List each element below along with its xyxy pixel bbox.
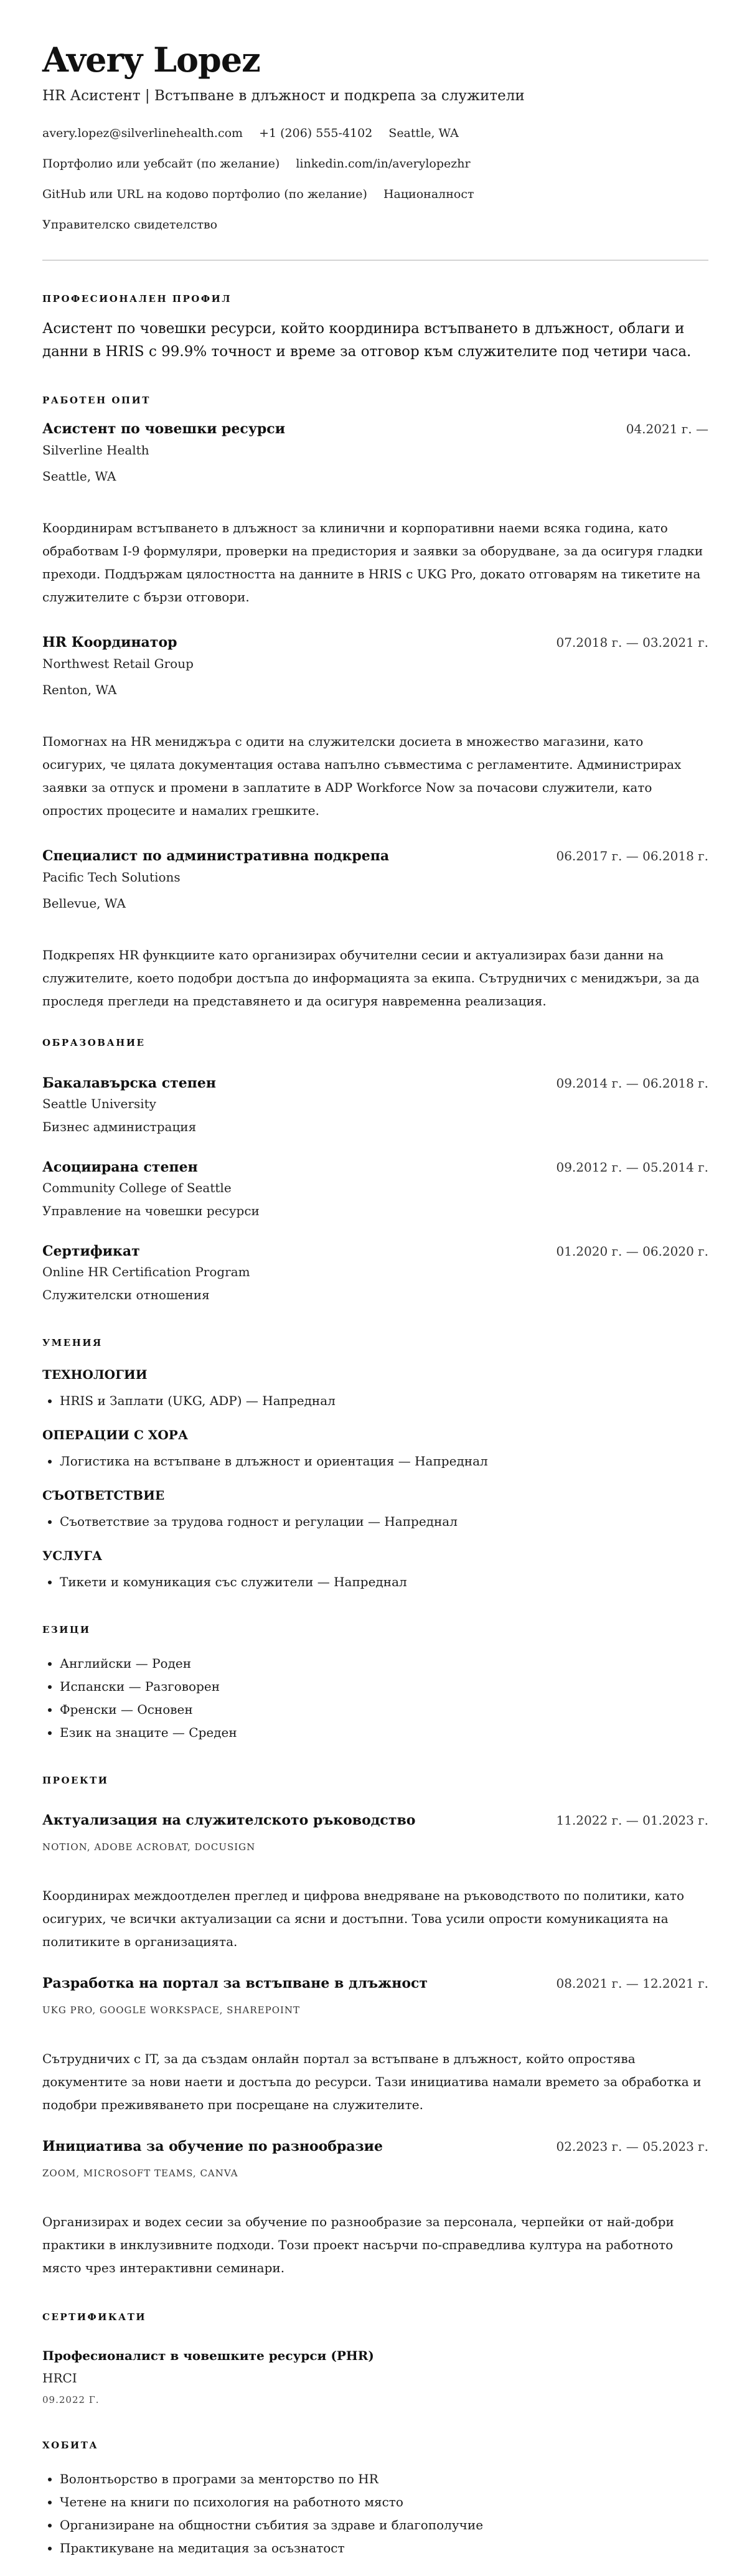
section-heading-certifications: СЕРТИФИКАТИ xyxy=(42,2311,147,2323)
experience-item xyxy=(42,633,708,822)
skill-category: ТЕХНОЛОГИИ xyxy=(42,1367,148,1382)
project-dates: 08.2021 г. — 12.2021 г. xyxy=(556,1976,708,1991)
project-title: Разработка на портал за встъпване в длъжност xyxy=(42,1975,428,1991)
job-location: Seattle, WA xyxy=(42,469,116,484)
job-dates: 04.2021 г. — xyxy=(626,421,708,436)
project-header xyxy=(42,1811,708,1830)
company: Silverline Health xyxy=(42,443,149,458)
section-heading-skills: УМЕНИЯ xyxy=(42,1337,103,1348)
project-description: Координирах междоотделен преглед и цифрова внедряване на ръководството по политики, като осигурих, че всички актуализации са ясни и достъпни. Това усили опрости комуникацията на политиките в организацията. xyxy=(42,1888,685,1949)
contact-row xyxy=(42,118,708,149)
hobby-item: • Волонтьорство в програми за менторство по HR xyxy=(60,2468,708,2491)
field-of-study: Бизнес администрация xyxy=(42,1119,197,1134)
field-of-study: Управление на човешки ресурси xyxy=(42,1203,260,1218)
language-item: • Испански — Разговорен xyxy=(60,1675,708,1698)
school: Community College of Seattle xyxy=(42,1180,232,1195)
job-title: HR Координатор xyxy=(42,634,177,651)
hobby-item: • Организиране на общностни събития за здраве и благополучие xyxy=(60,2514,708,2537)
job-description: Подкрепях HR функциите като организирах обучителни сесии и актуализирах бази данни на служителите, което подобри достъпа до информацията за екипа. Сътрудничих с мениджъри, за да проследя прегледи на представянето и да осигуря навременна реализация. xyxy=(42,947,700,1008)
degree: Асоциирана степен xyxy=(42,1159,198,1175)
job-title: Специалист по административна подкрепа xyxy=(42,848,390,864)
hobby-item: • Четене на книги по психология на работното място xyxy=(60,2491,708,2514)
contact-info xyxy=(42,118,708,240)
company: Northwest Retail Group xyxy=(42,656,194,671)
section-heading-hobbies: ХОБИТА xyxy=(42,2440,99,2451)
job-dates: 07.2018 г. — 03.2021 г. xyxy=(556,635,708,650)
project-item xyxy=(42,1811,708,1953)
job-title: Асистент по човешки ресурси xyxy=(42,421,286,437)
job-description: Координирам встъпването в длъжност за клинични и корпоративни наеми всяка година, като обработвам I-9 формуляри, проверки на предистория и заявки за оборудване, за да осигуря гладки преходи. Поддържам цялостността на данните в HRIS с UKG Pro, докато отговарям на тикетите на служителите с бързи отговори. xyxy=(42,520,703,604)
section-heading-experience: РАБОТЕН ОПИТ xyxy=(42,395,151,406)
skill-list xyxy=(42,1571,708,1594)
certification-date: 09.2022 Г. xyxy=(42,2394,100,2405)
certification-issuer: HRCI xyxy=(42,2371,77,2386)
profile-summary: Асистент по човешки ресурси, който координира встъпването в длъжност, облаги и данни в HRIS с 99.9% точност и време за отговор към служителите под четири часа. xyxy=(42,321,692,360)
experience-header xyxy=(42,420,708,438)
education-dates: 01.2020 г. — 06.2020 г. xyxy=(556,1244,708,1259)
section-heading-projects: ПРОЕКТИ xyxy=(42,1775,109,1786)
job-dates: 06.2017 г. — 06.2018 г. xyxy=(556,848,708,863)
project-dates: 11.2022 г. — 01.2023 г. xyxy=(556,1813,708,1828)
education-header xyxy=(42,1158,708,1177)
project-header xyxy=(42,2137,708,2156)
project-dates: 02.2023 г. — 05.2023 г. xyxy=(556,2139,708,2154)
skill-category: СЪОТВЕТСТВИЕ xyxy=(42,1488,165,1503)
project-header xyxy=(42,1974,708,1993)
education-dates: 09.2012 г. — 05.2014 г. xyxy=(556,1160,708,1175)
company: Pacific Tech Solutions xyxy=(42,870,181,885)
nationality: Националност xyxy=(383,187,474,201)
project-technologies: NOTION, ADOBE ACROBAT, DOCUSIGN xyxy=(42,1841,256,1853)
education-item xyxy=(42,1074,708,1136)
language-item: • Френски — Основен xyxy=(60,1698,708,1721)
job-location: Bellevue, WA xyxy=(42,896,126,911)
github-link[interactable]: GitHub или URL на кодово портфолио (по желание) xyxy=(42,187,367,201)
candidate-name: Avery Lopez xyxy=(42,40,260,80)
headline: HR Асистент | Встъпване в длъжност и подкрепа за служители xyxy=(42,88,525,104)
certification-name: Професионалист в човешките ресурси (PHR) xyxy=(42,2348,374,2363)
hobby-item: • Практикуване на медитация за осъзнатост xyxy=(60,2537,708,2560)
project-description: Сътрудничих с IT, за да създам онлайн портал за встъпване в длъжност, който опростява документите за нови наети и достъпа до ресурси. Тази инициатива намали времето за обработка и подобри преживяването при посрещане на служителите. xyxy=(42,2051,702,2112)
languages-list xyxy=(42,1652,708,1744)
project-technologies: UKG PRO, GOOGLE WORKSPACE, SHAREPOINT xyxy=(42,2005,301,2016)
phone: +1 (206) 555-4102 xyxy=(259,126,373,140)
education-header xyxy=(42,1074,708,1093)
field-of-study: Служителски отношения xyxy=(42,1287,210,1302)
contact-row xyxy=(42,149,708,179)
experience-header xyxy=(42,847,708,865)
skill-category: ОПЕРАЦИИ С ХОРА xyxy=(42,1427,189,1442)
language-item: • Английски — Роден xyxy=(60,1652,708,1675)
skill-item: • Логистика на встъпване в длъжност и ориентация — Напреднал xyxy=(60,1450,708,1473)
project-technologies: ZOOM, MICROSOFT TEAMS, CANVA xyxy=(42,2168,238,2179)
section-heading-profile: ПРОФЕСИОНАЛЕН ПРОФИЛ xyxy=(42,293,232,304)
degree: Сертификат xyxy=(42,1243,140,1259)
project-item xyxy=(42,2137,708,2280)
language-item: • Език на знаците — Среден xyxy=(60,1721,708,1744)
header-divider xyxy=(42,260,708,261)
experience-item xyxy=(42,420,708,609)
experience-item xyxy=(42,847,708,1013)
education-item xyxy=(42,1158,708,1220)
project-title: Инициатива за обучение по разнообразие xyxy=(42,2138,383,2155)
location: Seattle, WA xyxy=(388,126,459,140)
skill-item: • Тикети и комуникация със служители — Напреднал xyxy=(60,1571,708,1594)
education-dates: 09.2014 г. — 06.2018 г. xyxy=(556,1076,708,1091)
portfolio-link[interactable]: Портфолио или уебсайт (по желание) xyxy=(42,157,280,171)
school: Seattle University xyxy=(42,1096,156,1111)
skill-list xyxy=(42,1389,708,1413)
linkedin-link[interactable]: linkedin.com/in/averylopezhr xyxy=(296,157,471,171)
contact-row xyxy=(42,179,708,210)
skill-list xyxy=(42,1450,708,1473)
driving-license: Управителско свидетелство xyxy=(42,218,218,232)
skill-list xyxy=(42,1510,708,1533)
project-item xyxy=(42,1974,708,2117)
project-description: Организирах и водех сесии за обучение по разнообразие за персонала, черпейки от най-добри практики в инклузивните подходи. Този проект насърчи по-справедлива култура на работното място чрез интерактивни семинари. xyxy=(42,2214,674,2275)
skill-category: УСЛУГА xyxy=(42,1548,103,1563)
contact-row xyxy=(42,210,708,240)
school: Online HR Certification Program xyxy=(42,1264,250,1279)
hobbies-list xyxy=(42,2468,708,2560)
skill-item: • HRIS и Заплати (UKG, ADP) — Напреднал xyxy=(60,1389,708,1413)
job-description: Помогнах на HR мениджъра с одити на служителски досиета в множество магазини, като осигурих, че цялата документация остава напълно съвместима с регламентите. Администрирах заявки за отпуск и промени в заплатите в ADP Workforce Now за почасови служители, като опростих процесите и намалих грешките. xyxy=(42,734,682,818)
education-header xyxy=(42,1242,708,1261)
experience-header xyxy=(42,633,708,652)
section-heading-education: ОБРАЗОВАНИЕ xyxy=(42,1037,146,1048)
certification-item xyxy=(42,2346,708,2407)
email[interactable]: avery.lopez@silverlinehealth.com xyxy=(42,126,243,140)
degree: Бакалавърска степен xyxy=(42,1075,216,1091)
project-title: Актуализация на служителското ръководство xyxy=(42,1812,416,1828)
skill-item: • Съответствие за трудова годност и регулации — Напреднал xyxy=(60,1510,708,1533)
job-location: Renton, WA xyxy=(42,682,117,697)
education-item xyxy=(42,1242,708,1304)
section-heading-languages: ЕЗИЦИ xyxy=(42,1624,91,1635)
